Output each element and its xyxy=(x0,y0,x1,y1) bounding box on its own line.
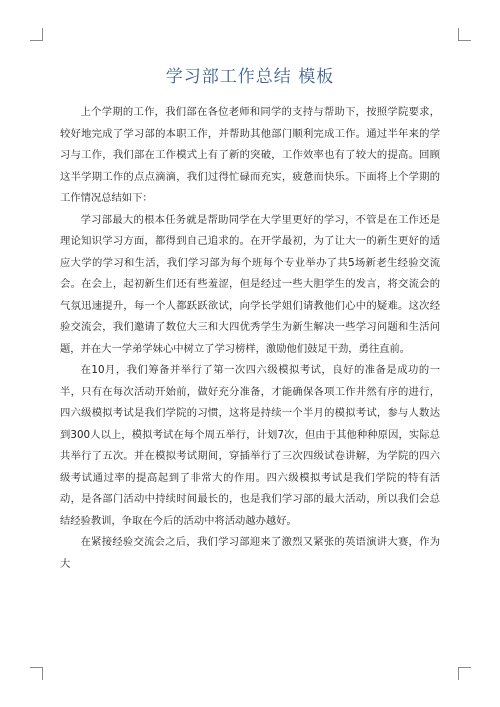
crop-mark-bottom-right xyxy=(458,667,471,680)
document-body xyxy=(60,102,440,575)
crop-mark-bottom-left xyxy=(30,667,43,680)
paragraph-intro: 上个学期的工作，我们部在各位老师和同学的支持与帮助下，按照学院要求，较好地完成了学习部的本职工作，并帮助其他部门顺利完成工作。通过半年来的学习与工作，我们部在工作模式上有了新的突破，工作效率也有了较大的提高。回顾这半学期工作的点点滴滴，我们过得忙碌而充实，疲惫而快乐。下面将上个学期的工作情况总结如下： xyxy=(60,106,440,204)
paragraph-cet-mock-exam: 在10月，我们筹备并举行了第一次四六级模拟考试，良好的准备是成功的一半，只有在每次活动开始前，做好充分准备，才能确保各项工作井然有序的进行，四六级模拟考试是我们学院的习惯，这将是持续一个半月的模拟考试，参与人数达到300人以上，模拟考试在每个周五举行，计划7次，但由于其他种种原因，实际总共举行了五次。并在模拟考试期间，穿插举行了三次四级试卷讲解，为学院的四六级考试通过率的提高起到了非常大的作用。四六级模拟考试是我们学院的特有活动，是各部门活动中持续时间最长的，也是我们学习部的最大活动，所以我们会总结经验教训，争取在今后的活动中将活动越办越好。 xyxy=(60,364,440,527)
crop-mark-top-right xyxy=(458,28,471,41)
crop-mark-top-left xyxy=(30,28,43,41)
paragraph-speech-contest: 在紧接经验交流会之后，我们学习部迎来了激烈又紧张的英语演讲大赛，作为大 xyxy=(60,536,440,570)
document-title: 学习部工作总结 模板 xyxy=(165,67,335,87)
paragraph-exchange-meeting: 学习部最大的根本任务就是帮助同学在大学里更好的学习，不管是在工作还是理论知识学习方面，都得到自己追求的。在开学最初，为了让大一的新生更好的适应大学的学习和生活，我们学习部为每个班每个专业举办了共5场新老生经验交流会。在会上，起初新生们还有些羞涩，但是经过一些大胆学生的发言，将交流会的气氛迅速提升，每一个人都跃跃欲试，向学长学姐们请教他们心中的疑难。这次经验交流会，我们邀请了数位大三和大四优秀学生为新生解决一些学习问题和生活问题，并在大一学弟学妹心中树立了学习榜样，激励他们鼓足干劲，勇往直前。 xyxy=(60,213,440,355)
